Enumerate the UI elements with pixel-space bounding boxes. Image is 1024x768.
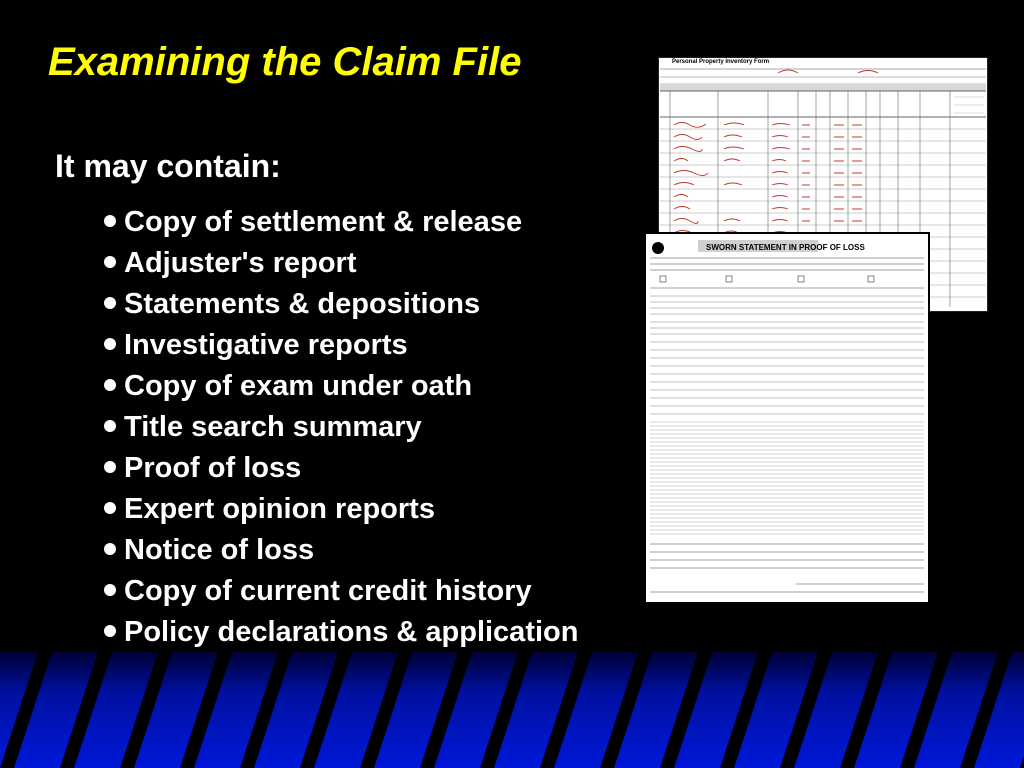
bullet-dot-icon xyxy=(104,420,116,432)
list-item-label: Statements & depositions xyxy=(124,288,481,320)
proof-of-loss-title: SWORN STATEMENT IN PROOF OF LOSS xyxy=(706,243,865,252)
list-item-label: Copy of exam under oath xyxy=(124,370,473,402)
list-item-label: Copy of settlement & release xyxy=(124,206,523,238)
list-item xyxy=(104,531,578,572)
proof-of-loss-drawing xyxy=(646,234,928,602)
bullet-dot-icon xyxy=(104,215,116,227)
list-item-label: Title search summary xyxy=(124,411,422,443)
list-item xyxy=(104,326,578,367)
list-item xyxy=(104,490,578,531)
list-item-label: Notice of loss xyxy=(124,534,315,566)
list-item-label: Expert opinion reports xyxy=(124,493,435,525)
proof-of-loss-form-image xyxy=(644,232,930,604)
slide-title: Examining the Claim File xyxy=(48,40,522,84)
list-item xyxy=(104,408,578,449)
bullet-dot-icon xyxy=(104,543,116,555)
bullet-dot-icon xyxy=(104,584,116,596)
bullet-dot-icon xyxy=(104,338,116,350)
list-item xyxy=(104,572,578,613)
inventory-form-title: Personal Property Inventory Form xyxy=(672,59,770,65)
list-item-label: Investigative reports xyxy=(124,329,408,361)
bullet-dot-icon xyxy=(104,461,116,473)
list-item-label: Policy declarations & application xyxy=(124,616,579,648)
stripe-band xyxy=(0,652,1024,768)
bullet-dot-icon xyxy=(104,297,116,309)
list-item xyxy=(104,613,578,654)
list-item xyxy=(104,203,578,244)
bullet-list xyxy=(104,203,578,654)
bullet-dot-icon xyxy=(104,379,116,391)
slide-subtitle: It may contain: xyxy=(55,148,281,184)
list-item xyxy=(104,244,578,285)
list-item xyxy=(104,367,578,408)
list-item xyxy=(104,449,578,490)
bullet-dot-icon xyxy=(104,256,116,268)
list-item-label: Proof of loss xyxy=(124,452,302,484)
bullet-dot-icon xyxy=(104,502,116,514)
bullet-dot-icon xyxy=(104,625,116,637)
list-item xyxy=(104,285,578,326)
list-item-label: Copy of current credit history xyxy=(124,575,532,607)
list-item-label: Adjuster's report xyxy=(124,247,357,279)
